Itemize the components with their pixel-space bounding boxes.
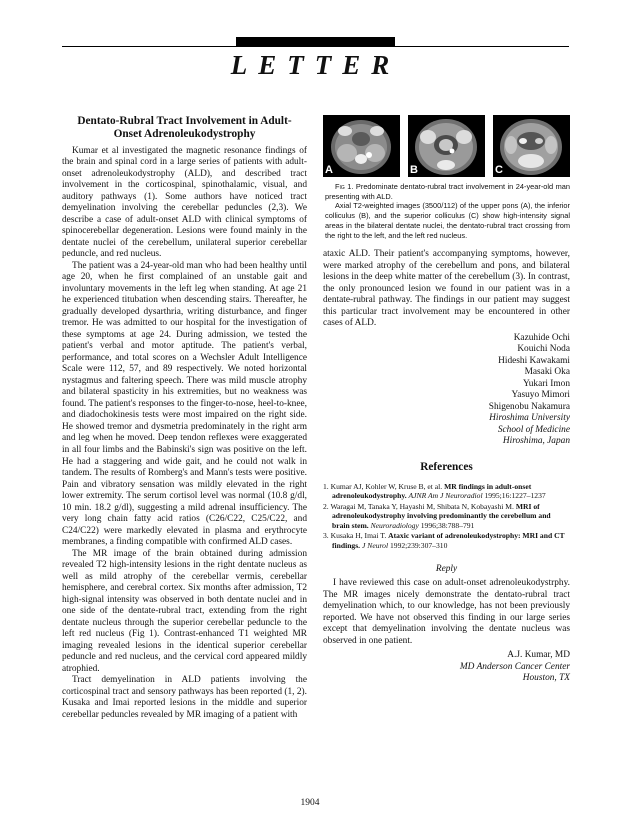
author-name: Yukari Imon	[523, 378, 570, 389]
body-paragraph-4: Tract demyelination in ALD patients involving the corticospinal tract and sensory pathways has been reported (1, 2). Kusaka and Imai reported lesions in the middle and superior cerebellar peduncles revealed by MR imaging of a patient with	[62, 675, 307, 720]
left-column	[62, 115, 307, 721]
figure-caption-title: Predominate dentato-rubral tract involvement in 24-year-old man presenting with ALD.	[325, 182, 571, 201]
panel-label-b: B	[410, 164, 418, 176]
reference-title: MR findings in adult-onset adrenoleukodystrophy.	[332, 481, 532, 501]
mri-brain-image-b	[408, 115, 485, 177]
reference-citation: 1992;239:307–310	[389, 541, 448, 551]
reference-journal: J Neurol	[361, 541, 389, 551]
reference-authors: Kumar AJ, Kohler W, Kruse B, et al.	[330, 481, 443, 491]
body-paragraph-2: The patient was a 24-year-old man who had been healthy until age 20, when he first complained of an unstable gait and involuntary movements in the left leg when standing. At age 21 he experienced titubation when descending stairs. Thereafter, he gradually developed dysarthria, writing disturbance, and finger tremor. He was admitted to our hospital for the investigation of these symptoms at age 24. During admission, we tested the patient's verbal and motor aptitude. The patient's verbal, performance, and total scores on a Wechsler Adult Intelligence Scale were 112, 57, and 89 respectively. We noted horizontal nystagmus and faltering speech. There was mild muscle atrophy and bilateral spasticity in his extremities, but no weakness was found. The patient's responses to the finger-to-nose, heel-to-knee, and diadochokinesis tests were most impaired on the right side. He showed tremor and dysmetria predominately in the right arm and leg when he moved. Deep tendon reflexes were exaggerated in all four limbs and the Babinski's sign was positive on the left. He had a staggering and wide gait, and he could not walk in tandem. The results of Romberg's and Mann's tests were positive. Pain and vibratory sensation was mildly elevated in the right lower extremity. The serum cortisol level was normal (10.8 g/dl, 10 min. 18.2 g/dl), suggesting a mild adrenal insufficiency. The very long chain fatty acid ratios (C26/C22, C25/C22, and C24/C22) were markedly elevated in plasma and erythrocyte membranes, a finding compatible with confirmed ALD cases.	[62, 260, 307, 548]
continuation-paragraph: ataxic ALD. Their patient's accompanying symptoms, however, were marked atrophy of the cerebellum and pons, and bilateral lesions in the deep white matter of the cerebellum (3). In contrast, the only pronounced lesion we found in our patient was in a dentate-rubral pathway. The findings in our patient may suggest this particular tract involvement may be encountered in other cases of ALD.	[323, 249, 570, 329]
figure-caption-label: Fig 1.	[335, 182, 354, 191]
reference-number: 2.	[323, 501, 329, 511]
reply-heading: Reply	[435, 563, 458, 574]
reference-journal: AJNR Am J Neuroradiol	[408, 491, 483, 501]
reference-list	[323, 482, 570, 551]
panel-label-c: C	[495, 164, 503, 176]
article-title: Dentato-Rubral Tract Involvement in Adult-Onset Adrenoleukodystrophy	[77, 115, 292, 140]
reference-journal: Neuroradiology	[370, 520, 419, 530]
reference-citation: 1995;16:1227–1237	[484, 491, 546, 501]
mri-panel-a	[323, 115, 400, 177]
reference-title: MRI of adrenoleukodystrophy involving predominantly the cerebellum and brain stem.	[332, 501, 551, 530]
reference-item	[323, 531, 570, 550]
affiliation-line: Hiroshima University	[489, 413, 570, 424]
author-signature	[323, 333, 570, 448]
panel-label-a: A	[325, 164, 333, 176]
author-name: Kazuhide Ochi	[513, 332, 570, 343]
mri-brain-image-c	[493, 115, 570, 177]
figure-caption	[325, 182, 570, 240]
reply-paragraph: I have reviewed this case on adult-onset adrenoleukodystrphy. The MR images nicely demonstrate the dentato-rubral tract demyelination which, to our knowledge, has not been previously reported. We have not observed this finding in our large series except that demyelination involving the dentate nucleus was observed in one patient.	[323, 578, 570, 646]
author-name: Kouichi Noda	[517, 344, 570, 355]
reference-authors: Waragai M, Tanaka Y, Hayashi M, Shibata N, Kobayashi M.	[330, 501, 514, 511]
reference-item	[323, 502, 570, 531]
body-paragraph-3: The MR image of the brain obtained during admission revealed T2 high-intensity lesions in the right dentate nucleus as well as mild atrophy of the cerebellar vermis, cerebellar hemisphere, and cerebral cortex. Six months after admission, T2 high-signal intensity was observed in both dentate nuclei and in one side of the dentate-rubral tract, extending from the right dentate nucleus through the superior cerebellar peduncle to the left red nucleus (Fig 1). Contrast-enhanced T1 weighted MR imaging revealed lesions in the identical superior cerebellar peduncle and red nucleus, and the cervical cord appeared mildly atrophied.	[62, 548, 307, 674]
affiliation-line: School of Medicine	[497, 424, 570, 435]
reference-number: 1.	[323, 481, 329, 491]
figure-1	[323, 115, 570, 177]
reply-affiliation: Houston, TX	[522, 673, 570, 684]
mri-panel-b	[408, 115, 485, 177]
author-name: Yasuyo Mimori	[511, 390, 570, 401]
author-name: Masaki Oka	[524, 367, 570, 378]
right-column	[323, 115, 570, 685]
author-name: Shigenobu Nakamura	[488, 401, 570, 412]
references-heading: References	[420, 460, 473, 473]
author-name: Hideshi Kawakami	[498, 355, 570, 366]
header-rule	[62, 46, 569, 47]
reference-number: 3.	[323, 531, 329, 541]
reply-author: A.J. Kumar, MD	[507, 650, 570, 661]
reference-authors: Kusaka H, Imai T.	[330, 531, 387, 541]
page-number: 1904	[300, 798, 320, 808]
body-paragraph-1: Kumar et al investigated the magnetic resonance findings of the brain and spinal cord in a large series of patients with adult-onset adrenoleukodystrophy (ALD), and described tract involvement in the corticospinal, spinothalamic, visual, and auditory pathways (1). Some authors have noticed tract demyelination involving the cerebellar peduncles (2,3). We describe a case of adult-onset ALD with clinical symptoms of spinocerebellar degeneration. Lesions were found mainly in the dentate nuclei of the cerebellum, unilateral superior cerebellar peduncle, and red nucleus.	[62, 145, 307, 260]
reference-item	[323, 482, 570, 501]
affiliation-line: Hiroshima, Japan	[502, 436, 570, 447]
section-heading: LETTER	[230, 50, 401, 80]
reply-affiliation: MD Anderson Cancer Center	[459, 661, 570, 672]
figure-caption-body: Axial T2-weighted images (3500/112) of the upper pons (A), the inferior colliculus (B), and the superior colliculus (C) show high-intensity signal areas in the bilateral dentate nuclei, the dentato-rubral tract crossing from the right to the left, and the left red nucleus.	[325, 201, 570, 240]
reference-citation: 1996;38:788–791	[420, 520, 475, 530]
mri-panel-c	[493, 115, 570, 177]
reply-signature	[323, 650, 570, 685]
mri-brain-image-a	[323, 115, 400, 177]
reference-title: Ataxic variant of adrenoleukodystrophy: MRI and CT findings.	[332, 531, 565, 551]
